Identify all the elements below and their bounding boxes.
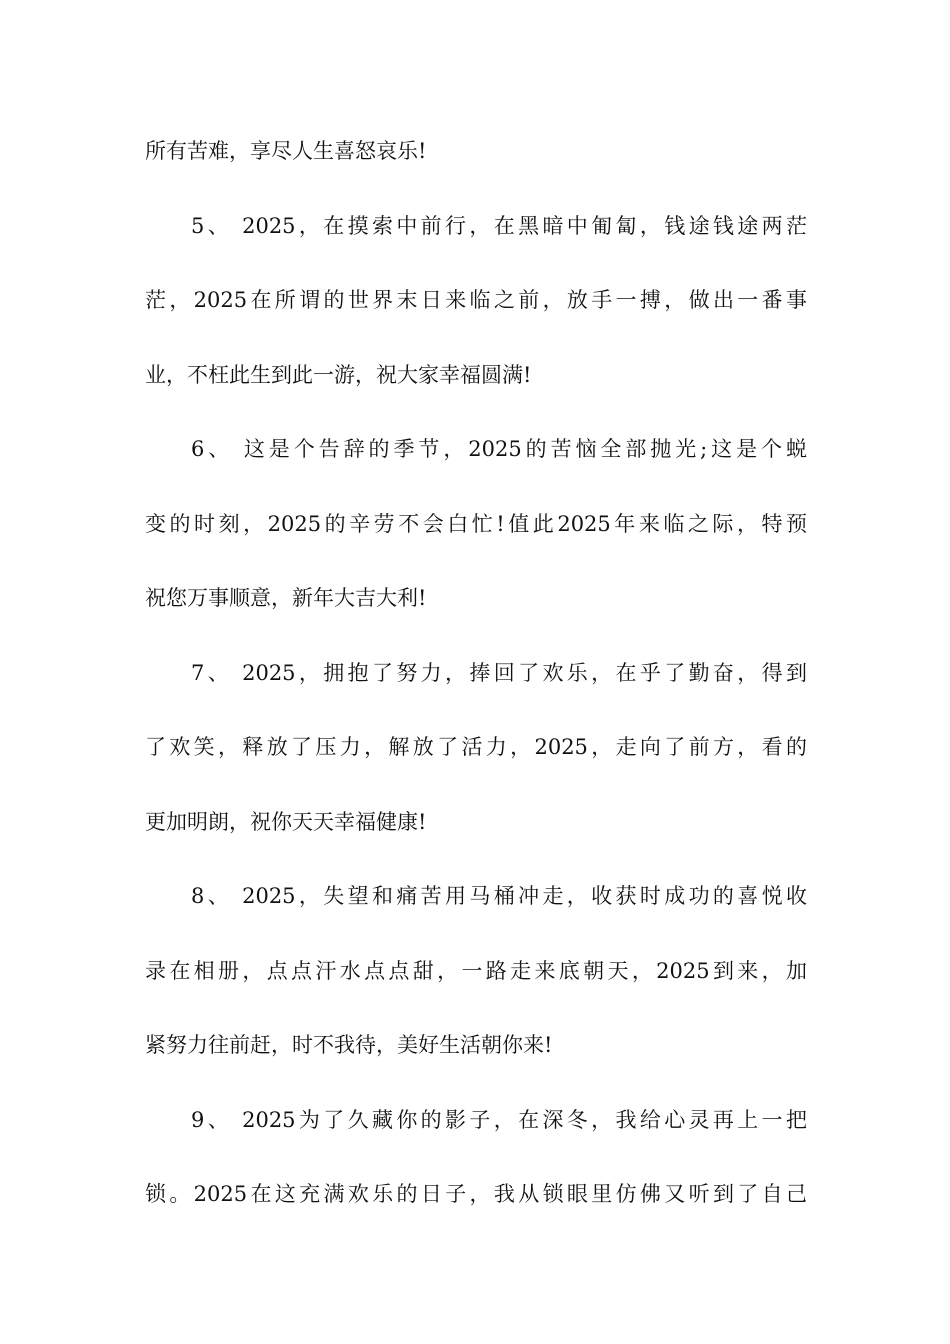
text-line: 紧努力往前赶，时不我待，美好生活朝你来!: [145, 1033, 553, 1057]
text-line: 5、 2025，在摸索中前行，在黑暗中匍匐，钱途钱途两茫: [191, 213, 807, 238]
paragraph-item-7: [145, 645, 807, 869]
text-line: 变的时刻，2025的辛劳不会白忙!值此2025年来临之际，特预: [145, 511, 807, 536]
text-line: 祝您万事顺意，新年大吉大利!: [145, 586, 427, 610]
text-line: 录在相册，点点汗水点点甜，一路走来底朝天，2025到来，加: [145, 958, 807, 983]
paragraph-item-6: [145, 421, 807, 645]
text-line: 业，不枉此生到此一游，祝大家幸福圆满!: [145, 362, 532, 387]
text-line: 茫，2025在所谓的世界末日来临之前，放手一搏，做出一番事: [145, 288, 807, 312]
text-line: 7、 2025，拥抱了努力，捧回了欢乐，在乎了勤奋，得到: [191, 660, 807, 685]
text-line: 更加明朗，祝你天天幸福健康!: [145, 809, 427, 834]
text-line: 锁。2025在这充满欢乐的日子，我从锁眼里仿佛又听到了自己: [145, 1182, 807, 1206]
text-line: 8、 2025，失望和痛苦用马桶冲走，收获时成功的喜悦收: [191, 884, 807, 908]
paragraph-item-9: [145, 1092, 807, 1241]
text-line: 9、 2025为了久藏你的影子，在深冬，我给心灵再上一把: [191, 1107, 807, 1132]
text-line: 了欢笑，释放了压力，解放了活力，2025，走向了前方，看的: [145, 735, 807, 759]
paragraph-item-8: [145, 868, 807, 1092]
text-line: 6、 这是个告辞的季节，2025的苦恼全部抛光;这是个蜕: [191, 437, 807, 461]
document-body: [145, 123, 807, 1241]
text-line: 所有苦难，享尽人生喜怒哀乐!: [145, 139, 427, 163]
paragraph-item-5: [145, 198, 807, 422]
paragraph-continued: [145, 123, 807, 198]
